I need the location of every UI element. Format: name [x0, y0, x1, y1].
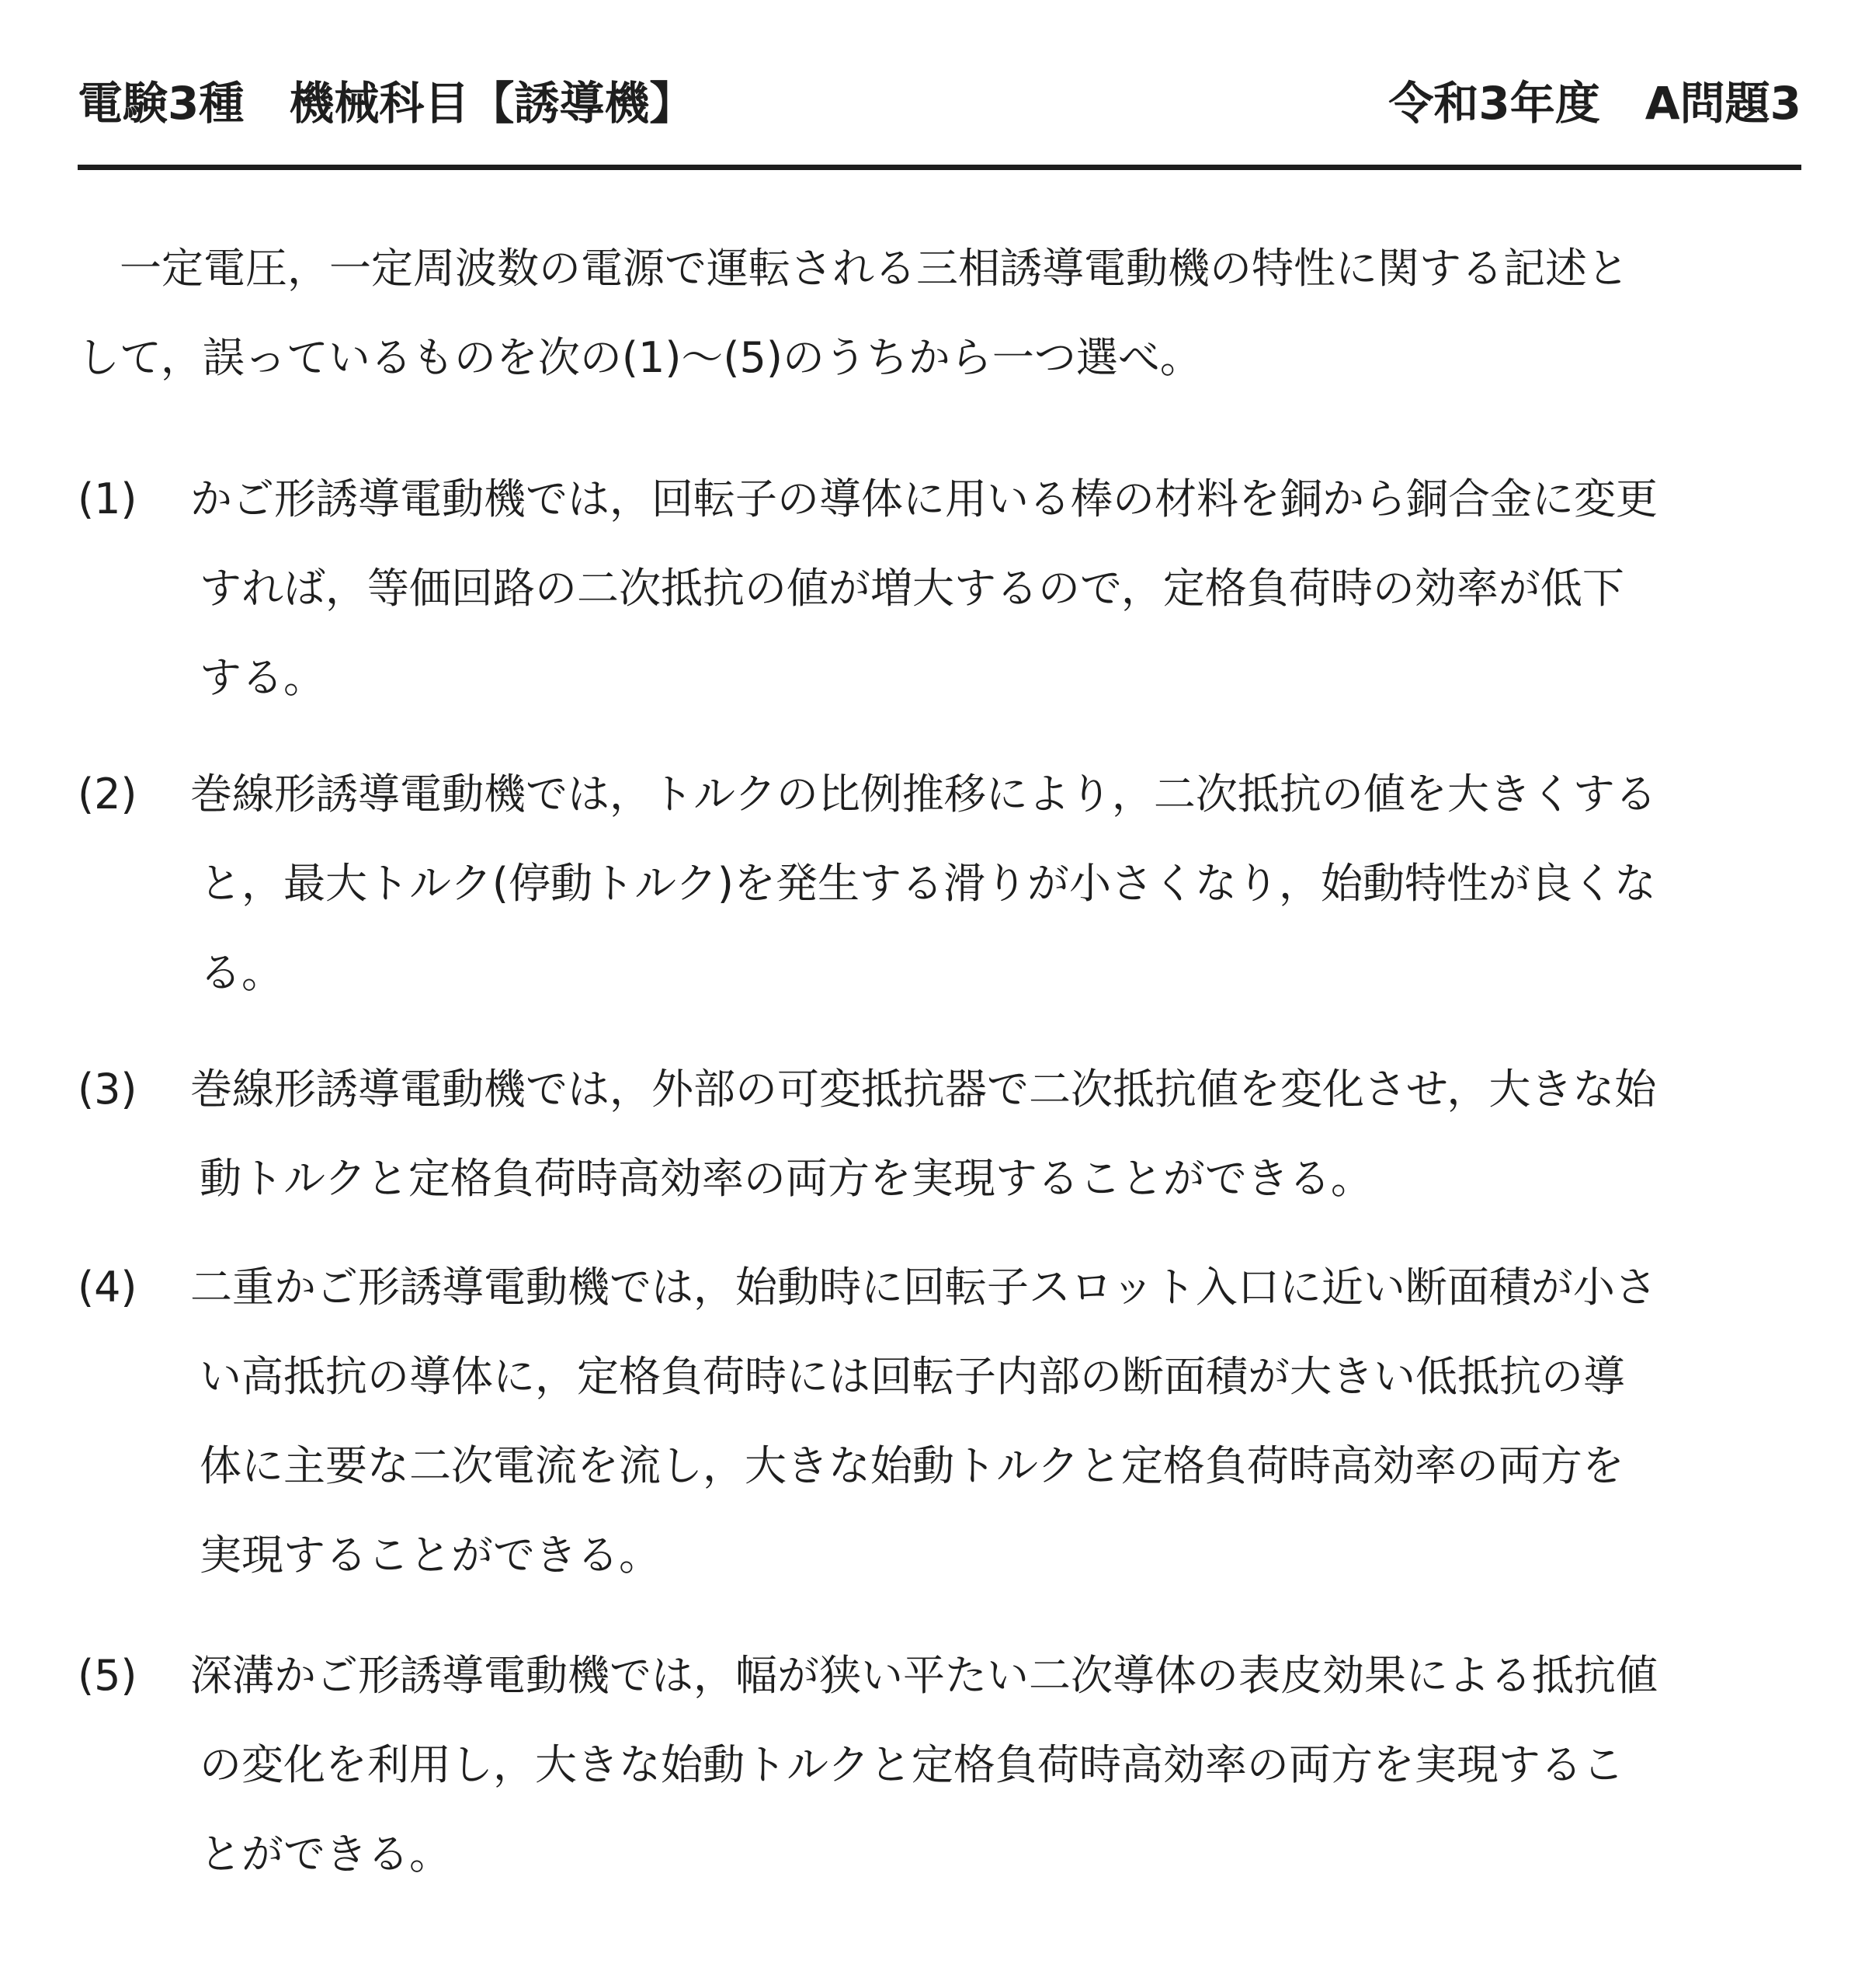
- choice-line: 体に主要な二次電流を流し，大きな始動トルクと定格負荷時高効率の両方を: [200, 1441, 1624, 1490]
- choice-line: 巻線形誘導電動機では，トルクの比例推移により，二次抵抗の値を大きくする: [190, 770, 1657, 818]
- page-header: [78, 68, 1801, 138]
- choice-number: (4): [78, 1263, 137, 1312]
- choice-text: [190, 749, 1657, 1017]
- subject-title: 電験3種 機械科目【誘導機】: [78, 77, 695, 130]
- choice-line: る。: [200, 948, 283, 997]
- header-divider: [78, 165, 1801, 170]
- choice-text: [190, 1242, 1657, 1600]
- choice-number: (2): [78, 770, 137, 818]
- choice-line: とができる。: [200, 1830, 451, 1879]
- choice-line: かご形誘導電動機では，回転子の導体に用いる棒の材料を銅から銅合金に変更: [190, 474, 1658, 523]
- question-id: 令和3年度 A問題3: [1388, 77, 1801, 130]
- question-stem: [78, 224, 1801, 402]
- choice-text: [190, 454, 1658, 722]
- choice-line: 二重かご形誘導電動機では，始動時に回転子スロット入口に近い断面積が小さ: [190, 1263, 1657, 1312]
- choice-line: する。: [200, 653, 325, 702]
- question-stem-line: して，誤っているものを次の(1)〜(5)のうちから一つ選べ。: [78, 333, 1202, 382]
- choice-text: [190, 1631, 1658, 1899]
- choice-line: 巻線形誘導電動機では，外部の可変抵抗器で二次抵抗値を変化させ，大きな始: [190, 1065, 1657, 1114]
- choice-line: 動トルクと定格負荷時高効率の両方を実現することができる。: [200, 1154, 1373, 1203]
- choice-number: (1): [78, 474, 137, 523]
- choice-line: 実現することができる。: [200, 1531, 661, 1580]
- choice-line: の変化を利用し，大きな始動トルクと定格負荷時高効率の両方を実現するこ: [200, 1740, 1624, 1789]
- choice-number: (3): [78, 1065, 137, 1114]
- choice-line: と，最大トルク(停動トルク)を発生する滑りが小さくなり，始動特性が良くな: [200, 859, 1656, 908]
- choice-line: い高抵抗の導体に，定格負荷時には回転子内部の断面積が大きい低抵抗の導: [200, 1352, 1625, 1401]
- choice-number: (5): [78, 1651, 137, 1700]
- choice-line: 深溝かご形誘導電動機では，幅が狭い平たい二次導体の表皮効果による抵抗値: [190, 1651, 1658, 1700]
- choice-text: [190, 1044, 1656, 1223]
- question-stem-line: 一定電圧，一定周波数の電源で運転される三相誘導電動機の特性に関する記述と: [78, 244, 1629, 293]
- choice-line: すれば，等価回路の二次抵抗の値が増大するので，定格負荷時の効率が低下: [200, 564, 1624, 613]
